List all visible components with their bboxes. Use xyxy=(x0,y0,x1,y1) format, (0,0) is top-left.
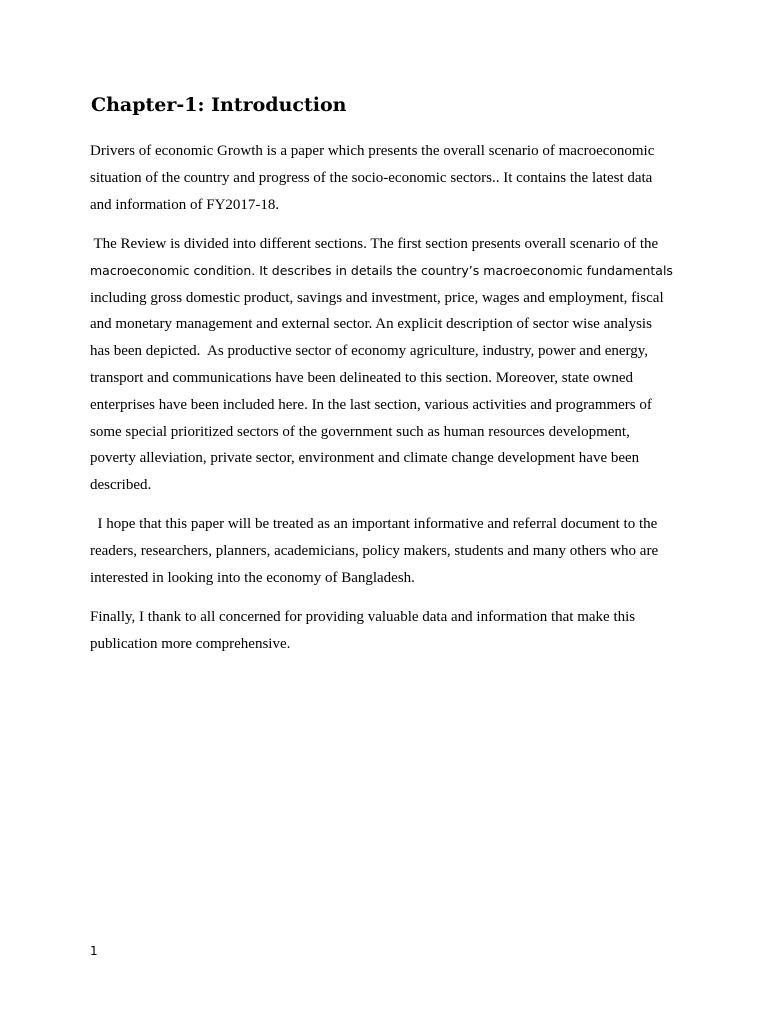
text-line: macroeconomic condition. It describes in details the country’s macroeconomic fundamentals xyxy=(90,262,673,278)
text-line: interested in looking into the economy of Bangladesh. xyxy=(90,569,415,586)
text-line: and monetary management and external sector. An explicit description of sector wise analysis xyxy=(90,316,652,333)
paragraph-1 xyxy=(90,138,680,218)
text-line: The Review is divided into different sections. The first section presents overall scenario of the xyxy=(90,236,659,252)
text-line: enterprises have been included here. In the last section, various activities and programmers of xyxy=(90,396,652,413)
text-line: poverty alleviation, private sector, environment and climate change development have been xyxy=(90,450,640,467)
text-line: Drivers of economic Growth is a paper which presents the overall scenario of macroeconomic xyxy=(90,143,655,159)
text-line: I hope that this paper will be treated as an important informative and referral document to the xyxy=(90,516,658,532)
text-line: some special prioritized sectors of the government such as human resources development, xyxy=(90,423,630,440)
text-line: described. xyxy=(90,477,152,494)
paragraph-4 xyxy=(90,604,680,658)
paragraph-2 xyxy=(90,231,680,499)
text-line: transport and communications have been delineated to this section. Moreover, state owned xyxy=(90,369,633,386)
text-line: and information of FY2017-18. xyxy=(90,196,280,213)
text-line: Finally, I thank to all concerned for providing valuable data and information that make this xyxy=(90,609,636,625)
chapter-title: Chapter-1: Introduction xyxy=(91,94,347,116)
text-line: readers, researchers, planners, academicians, policy makers, students and many others who are xyxy=(90,542,659,559)
paragraph-3 xyxy=(90,511,680,591)
text-line: including gross domestic product, savings and investment, price, wages and employment, fiscal xyxy=(90,289,664,306)
page-number: 1 xyxy=(90,944,98,958)
text-line: has been depicted. As productive sector of economy agriculture, industry, power and energy, xyxy=(90,343,649,360)
text-line: situation of the country and progress of the socio-economic sectors.. It contains the latest data xyxy=(90,169,653,186)
text-line: publication more comprehensive. xyxy=(90,635,291,652)
